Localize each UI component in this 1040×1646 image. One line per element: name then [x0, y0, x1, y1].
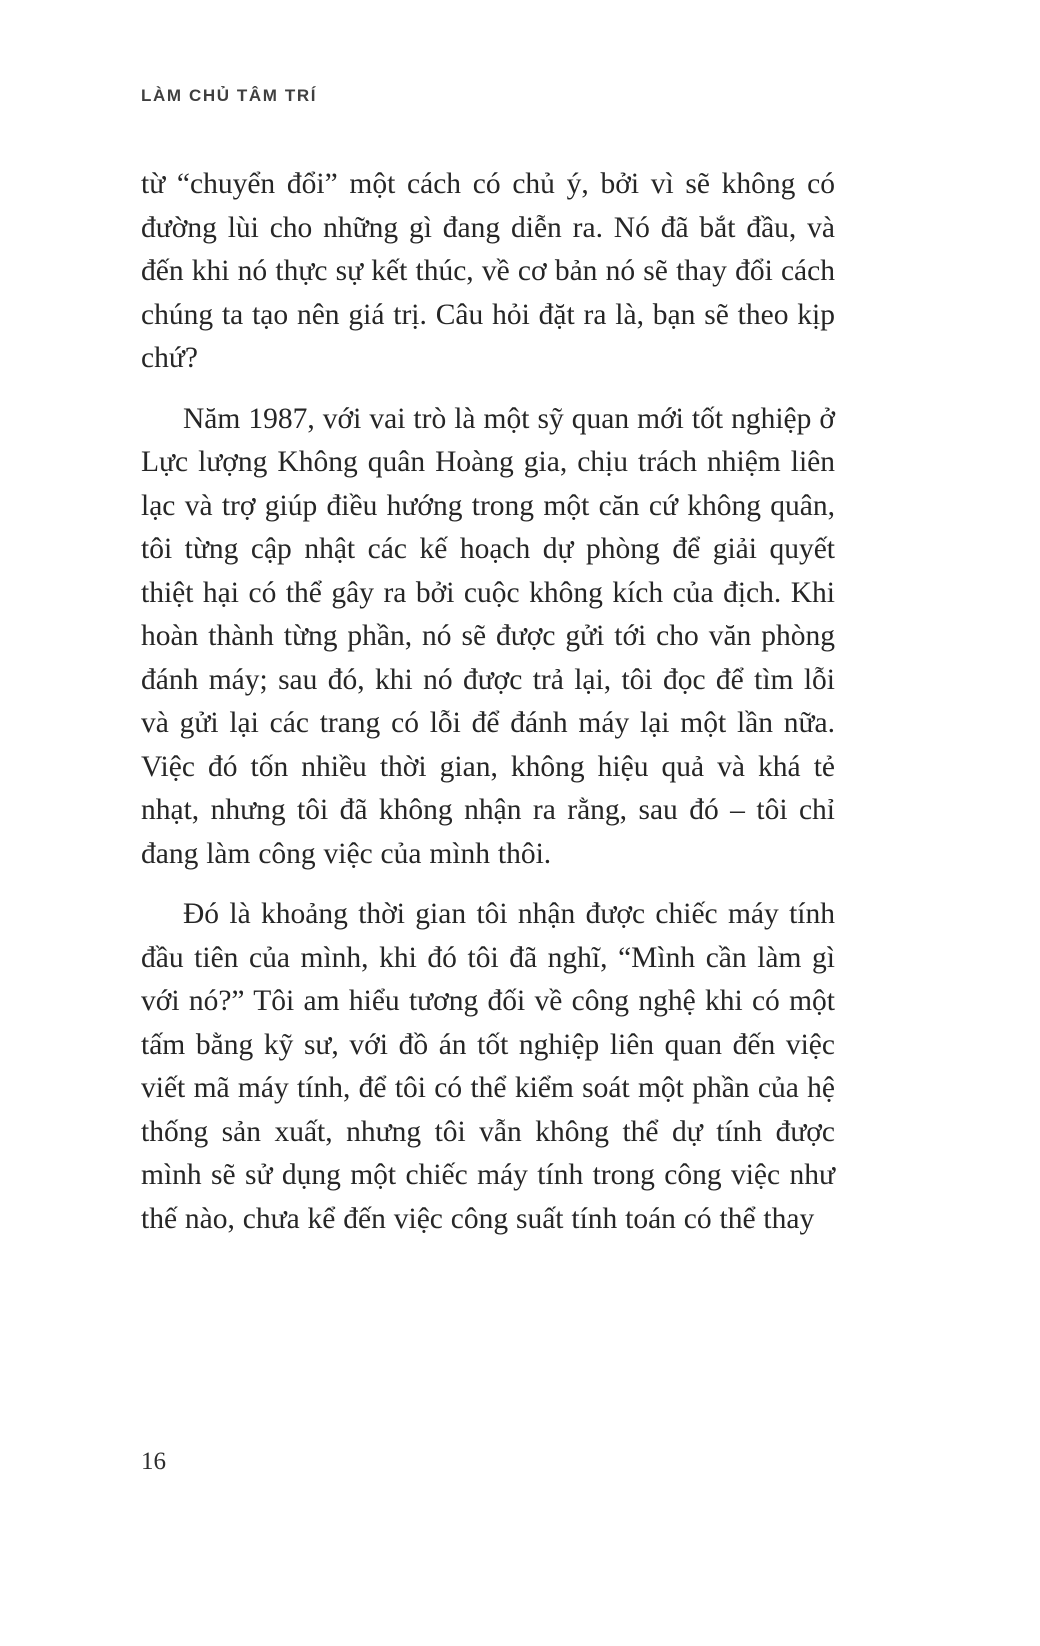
body-paragraph: Năm 1987, với vai trò là một sỹ quan mới tốt nghiệp ở Lực lượng Không quân Hoàng gia, chịu trách nhiệm liên lạc và trợ giúp điều hướng trong một căn cứ không quân, tôi từng cập nhật các kế hoạch dự phòng để giải quyết thiệt hại có thể gây ra bởi cuộc không kích của địch. Khi hoàn thành từng phần, nó sẽ được gửi tới cho văn phòng đánh máy; sau đó, khi nó được trả lại, tôi đọc để tìm lỗi và gửi lại các trang có lỗi để đánh máy lại một lần nữa. Việc đó tốn nhiều thời gian, không hiệu quả và khá tẻ nhạt, nhưng tôi đã không nhận ra rằng, sau đó – tôi chỉ đang làm công việc của mình thôi.	[141, 402, 835, 870]
body-paragraph: Đó là khoảng thời gian tôi nhận được chiếc máy tính đầu tiên của mình, khi đó tôi đã nghĩ, “Mình cần làm gì với nó?” Tôi am hiểu tương đối về công nghệ khi có một tấm bằng kỹ sư, với đồ án tốt nghiệp liên quan đến việc viết mã máy tính, để tôi có thể kiểm soát một phần của hệ thống sản xuất, nhưng tôi vẫn không thể dự tính được mình sẽ sử dụng một chiếc máy tính trong công việc như thế nào, chưa kể đến việc công suất tính toán có thể thay	[141, 898, 835, 1235]
body-paragraph: từ “chuyển đổi” một cách có chủ ý, bởi vì sẽ không có đường lùi cho những gì đang diễn ra. Nó đã bắt đầu, và đến khi nó thực sự kết thúc, về cơ bản nó sẽ thay đổi cách chúng ta tạo nên giá trị. Câu hỏi đặt ra là, bạn sẽ theo kịp chứ?	[141, 168, 835, 374]
page-number: 16	[141, 1448, 166, 1475]
running-header: LÀM CHỦ TÂM TRÍ	[141, 86, 318, 105]
body-text-column	[141, 163, 835, 1258]
